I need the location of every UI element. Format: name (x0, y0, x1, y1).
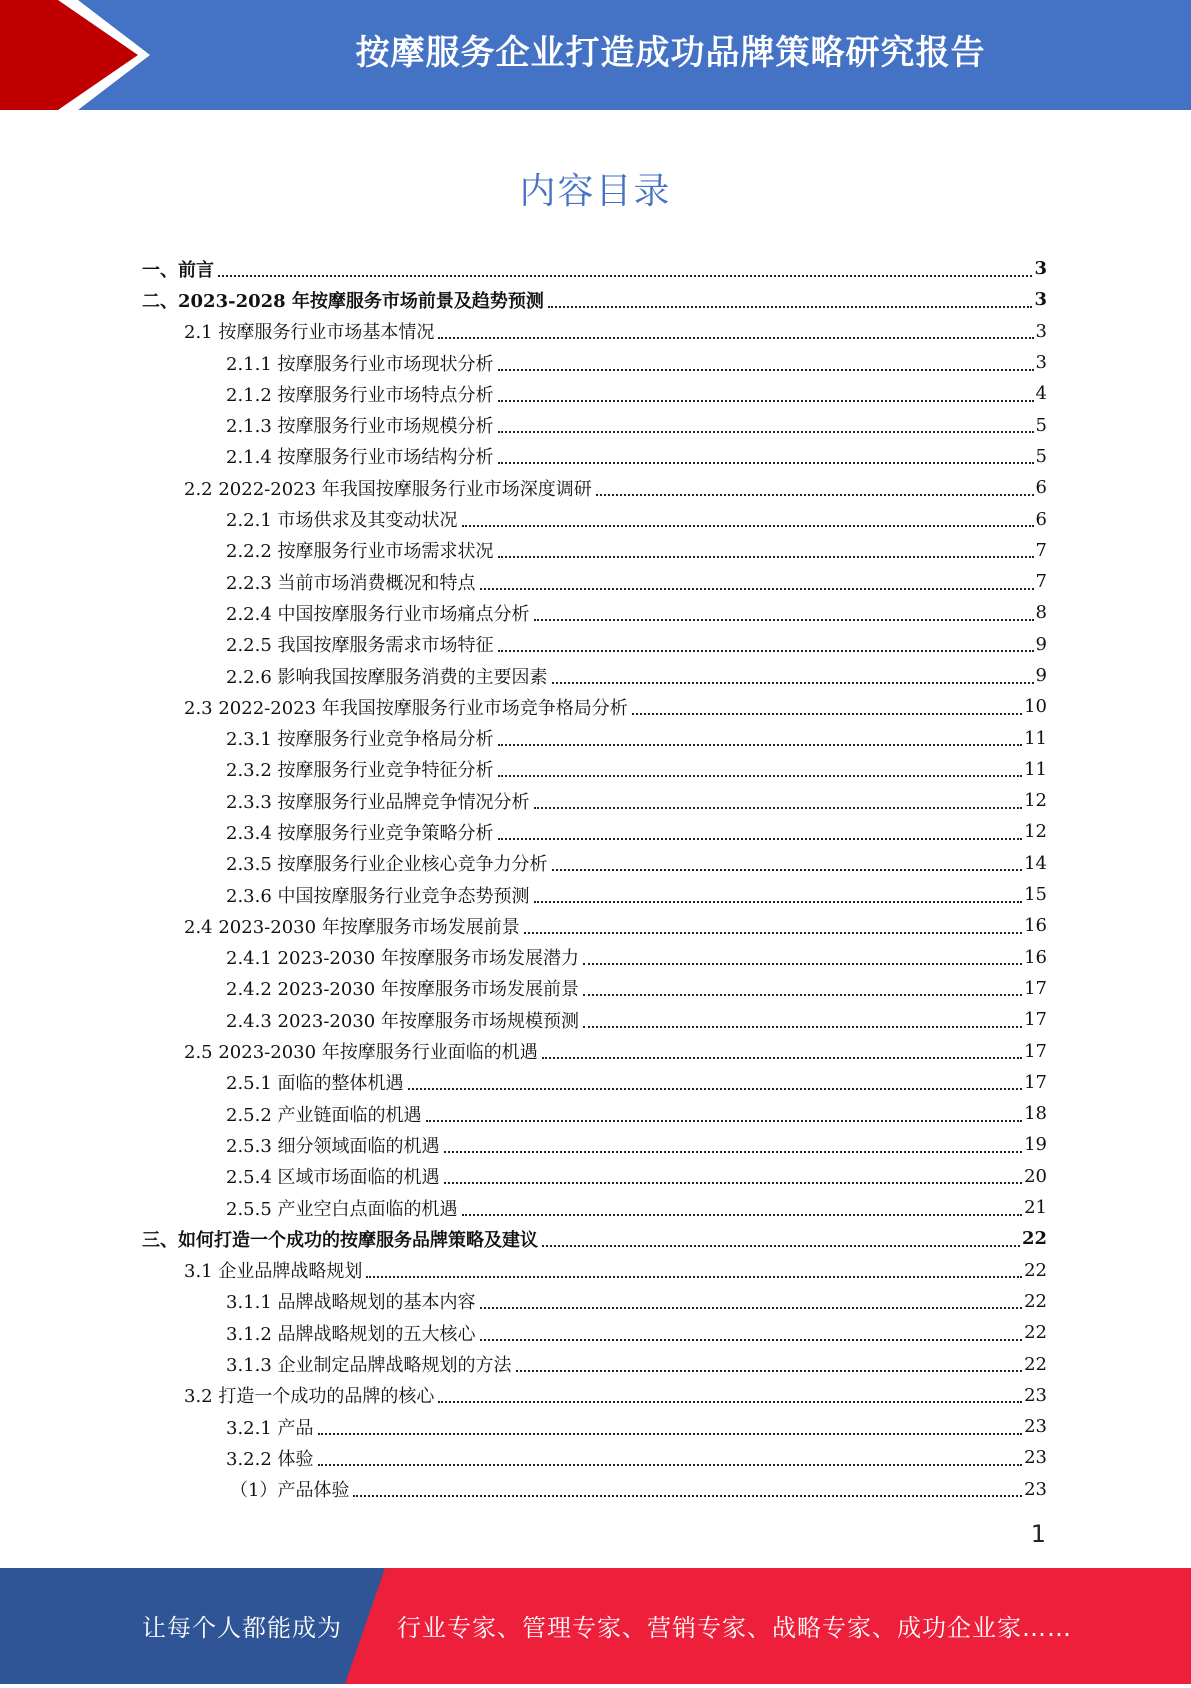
toc-entry-label: 2.3.6 中国按摩服务行业竞争态势预测 (226, 885, 530, 907)
toc-entry-label: 2.4 2023-2030 年按摩服务市场发展前景 (184, 916, 520, 938)
toc-entry[interactable] (0, 629, 1047, 660)
toc-entry[interactable] (0, 597, 1047, 628)
toc-entry[interactable] (0, 253, 1047, 284)
toc-entry-label: 2.3.1 按摩服务行业竞争格局分析 (226, 729, 494, 751)
toc-entry[interactable] (0, 1067, 1047, 1098)
toc-entry-label: 3.2 打造一个成功的品牌的核心 (184, 1386, 435, 1408)
toc-entry[interactable] (0, 942, 1047, 973)
toc-entry[interactable] (0, 1004, 1047, 1035)
toc-entry-label: 3.1.2 品牌战略规划的五大核心 (226, 1323, 476, 1345)
toc-dot-leader (318, 1433, 1023, 1435)
toc-entry-page: 23 (1024, 1447, 1047, 1469)
toc-entry[interactable] (0, 316, 1047, 347)
toc-entry[interactable] (0, 1474, 1047, 1505)
toc-entry-page: 12 (1024, 821, 1047, 843)
toc-dot-leader (498, 650, 1034, 652)
toc-entry-label: 2.5.3 细分领域面临的机遇 (226, 1135, 440, 1157)
toc-entry-label: 2.1.4 按摩服务行业市场结构分析 (226, 447, 494, 469)
toc-entry-label: 2.4.1 2023-2030 年按摩服务市场发展潜力 (226, 948, 579, 970)
toc-entry[interactable] (0, 347, 1047, 378)
toc-entry-label: 一、前言 (142, 259, 214, 281)
toc-dot-leader (318, 1464, 1023, 1466)
toc-entry-page: 7 (1035, 539, 1047, 561)
toc-dot-leader (498, 369, 1034, 371)
toc-entry[interactable] (0, 1442, 1047, 1473)
toc-entry-page: 6 (1035, 508, 1047, 530)
toc-entry[interactable] (0, 535, 1047, 566)
toc-entry[interactable] (0, 441, 1047, 472)
toc-dot-leader (498, 838, 1023, 840)
toc-dot-leader (438, 337, 1033, 339)
toc-dot-leader (596, 494, 1034, 496)
toc-dot-leader (444, 1182, 1023, 1184)
toc-entry[interactable] (0, 910, 1047, 941)
toc-entry-label: 2.3.2 按摩服务行业竞争特征分析 (226, 760, 494, 782)
toc-entry[interactable] (0, 1223, 1047, 1254)
toc-entry-label: 3.1.1 品牌战略规划的基本内容 (226, 1292, 476, 1314)
toc-dot-leader (444, 1151, 1023, 1153)
toc-entry[interactable] (0, 1380, 1047, 1411)
toc-dot-leader (426, 1120, 1023, 1122)
footer-slogan-right: 行业专家、管理专家、营销专家、战略专家、成功企业家…… (397, 1614, 1072, 1642)
toc-entry-page: 22 (1024, 1259, 1047, 1281)
toc-entry[interactable] (0, 1255, 1047, 1286)
toc-entry-page: 7 (1035, 571, 1047, 593)
toc-entry[interactable] (0, 284, 1047, 315)
toc-entry-label: 2.2.5 我国按摩服务需求市场特征 (226, 635, 494, 657)
toc-entry-page: 5 (1035, 445, 1047, 467)
toc-entry[interactable] (0, 754, 1047, 785)
toc-entry[interactable] (0, 691, 1047, 722)
toc-entry-page: 22 (1024, 1290, 1047, 1312)
toc-entry[interactable] (0, 378, 1047, 409)
toc-dot-leader (498, 462, 1034, 464)
header-banner (0, 0, 1191, 110)
toc-entry[interactable] (0, 1317, 1047, 1348)
toc-entry-page: 20 (1024, 1165, 1047, 1187)
toc-entry[interactable] (0, 1348, 1047, 1379)
toc-entry[interactable] (0, 1035, 1047, 1066)
toc-entry[interactable] (0, 722, 1047, 753)
toc-dot-leader (218, 275, 1032, 277)
toc-entry-page: 21 (1024, 1197, 1047, 1219)
toc-entry[interactable] (0, 879, 1047, 910)
toc-entry-page: 22 (1024, 1353, 1047, 1375)
toc-entry[interactable] (0, 660, 1047, 691)
toc-entry[interactable] (0, 1192, 1047, 1223)
toc-entry-page: 23 (1024, 1478, 1047, 1500)
footer-banner (0, 1568, 1191, 1684)
toc-dot-leader (632, 713, 1022, 715)
toc-entry-label: 2.1 按摩服务行业市场基本情况 (184, 322, 435, 344)
toc-dot-leader (353, 1495, 1022, 1497)
toc-entry-page: 17 (1024, 977, 1047, 999)
toc-entry-page: 14 (1024, 852, 1047, 874)
toc-dot-leader (498, 431, 1034, 433)
report-title: 按摩服务企业打造成功品牌策略研究报告 (355, 33, 986, 73)
page-number: 1 (1030, 1520, 1046, 1548)
toc-entry-page: 22 (1024, 1322, 1047, 1344)
toc-entry-page: 9 (1035, 633, 1047, 655)
toc-entry-label: 2.1.1 按摩服务行业市场现状分析 (226, 353, 494, 375)
toc-entry-label: 2.2.4 中国按摩服务行业市场痛点分析 (226, 603, 530, 625)
toc-entry-page: 18 (1024, 1103, 1047, 1125)
toc-dot-leader (552, 682, 1034, 684)
toc-dot-leader (480, 588, 1034, 590)
toc-entry-label: 2.3.4 按摩服务行业竞争策略分析 (226, 822, 494, 844)
toc-entry-label: 2.3 2022-2023 年我国按摩服务行业市场竞争格局分析 (184, 697, 628, 719)
toc-entry-label: 3.2.1 产品 (226, 1417, 314, 1439)
toc-entry-label: 2.2.1 市场供求及其变动状况 (226, 510, 458, 532)
toc-dot-leader (534, 807, 1023, 809)
toc-entry-label: 2.4.2 2023-2030 年按摩服务市场发展前景 (226, 979, 579, 1001)
toc-entry-label: 2.2.6 影响我国按摩服务消费的主要因素 (226, 666, 548, 688)
toc-entry-page: 23 (1024, 1384, 1047, 1406)
toc-entry-page: 16 (1024, 915, 1047, 937)
toc-entry-label: 二、2023-2028 年按摩服务市场前景及趋势预测 (142, 290, 544, 312)
toc-entry[interactable] (0, 1161, 1047, 1192)
toc-entry-label: 2.5.5 产业空白点面临的机遇 (226, 1198, 458, 1220)
toc-entry[interactable] (0, 973, 1047, 1004)
toc-entry-page: 19 (1024, 1134, 1047, 1156)
toc-dot-leader (583, 994, 1022, 996)
toc-dot-leader (524, 932, 1022, 934)
toc-entry-page: 23 (1024, 1416, 1047, 1438)
toc-entry-page: 3 (1034, 289, 1047, 311)
toc-entry-page: 16 (1024, 946, 1047, 968)
toc-dot-leader (548, 306, 1033, 308)
toc-heading: 内容目录 (519, 171, 672, 212)
toc-entry[interactable] (0, 1098, 1047, 1129)
toc-dot-leader (583, 1026, 1022, 1028)
toc-entry-label: 三、如何打造一个成功的按摩服务品牌策略及建议 (142, 1229, 538, 1251)
toc-entry-page: 10 (1024, 696, 1047, 718)
toc-entry-page: 8 (1035, 602, 1047, 624)
toc-entry-page: 3 (1035, 320, 1047, 342)
toc-dot-leader (542, 1057, 1022, 1059)
toc-entry[interactable] (0, 1411, 1047, 1442)
toc-entry-label: 2.5 2023-2030 年按摩服务行业面临的机遇 (184, 1042, 538, 1064)
toc-dot-leader (438, 1401, 1022, 1403)
toc-entry-page: 17 (1024, 1009, 1047, 1031)
toc-entry-page: 15 (1024, 884, 1047, 906)
toc-entry-page: 11 (1024, 758, 1047, 780)
toc-dot-leader (408, 1088, 1023, 1090)
toc-entry[interactable] (0, 409, 1047, 440)
toc-entry-label: 2.5.2 产业链面临的机遇 (226, 1104, 422, 1126)
toc-entry-page: 6 (1035, 477, 1047, 499)
toc-dot-leader (542, 1245, 1020, 1247)
toc-dot-leader (583, 963, 1022, 965)
toc-entry-page: 22 (1021, 1228, 1047, 1250)
toc-entry-label: 2.3.5 按摩服务行业企业核心竞争力分析 (226, 854, 548, 876)
toc-dot-leader (498, 775, 1023, 777)
header-arrow-decoration (0, 0, 160, 110)
toc-entry-label: 2.2.3 当前市场消费概况和特点 (226, 572, 476, 594)
toc-entry-label: （1）产品体验 (230, 1480, 350, 1502)
toc-dot-leader (534, 901, 1023, 903)
toc-dot-leader (552, 869, 1023, 871)
toc-entry[interactable] (0, 816, 1047, 847)
toc-entry-label: 3.1.3 企业制定品牌战略规划的方法 (226, 1355, 512, 1377)
toc-entry-page: 3 (1035, 352, 1047, 374)
toc-dot-leader (534, 619, 1034, 621)
toc-dot-leader (480, 1339, 1023, 1341)
toc-entry-page: 12 (1024, 790, 1047, 812)
toc-entry-label: 2.4.3 2023-2030 年按摩服务市场规模预测 (226, 1010, 579, 1032)
toc-entry[interactable] (0, 566, 1047, 597)
toc-entry-page: 17 (1024, 1071, 1047, 1093)
toc-entry-label: 2.2 2022-2023 年我国按摩服务行业市场深度调研 (184, 478, 592, 500)
toc-entry-page: 17 (1024, 1040, 1047, 1062)
toc-entry-page: 11 (1024, 727, 1047, 749)
toc-entry-page: 3 (1034, 258, 1047, 280)
toc-entry-label: 3.2.2 体验 (226, 1448, 314, 1470)
toc-dot-leader (462, 525, 1034, 527)
footer-slogan-left: 让每个人都能成为 (142, 1614, 342, 1642)
toc-entry-page: 9 (1035, 665, 1047, 686)
toc-entry[interactable] (0, 472, 1047, 503)
toc-entry-label: 2.1.2 按摩服务行业市场特点分析 (226, 384, 494, 406)
toc-entry-label: 2.2.2 按摩服务行业市场需求状况 (226, 541, 494, 563)
toc-dot-leader (462, 1214, 1023, 1216)
table-of-contents (0, 253, 1191, 1505)
toc-entry-label: 3.1 企业品牌战略规划 (184, 1261, 363, 1283)
toc-entry[interactable] (0, 503, 1047, 534)
toc-dot-leader (366, 1276, 1022, 1278)
toc-dot-leader (498, 744, 1023, 746)
toc-dot-leader (480, 1307, 1023, 1309)
toc-dot-leader (498, 556, 1034, 558)
toc-entry[interactable] (0, 785, 1047, 816)
toc-dot-leader (498, 400, 1034, 402)
toc-entry[interactable] (0, 1286, 1047, 1317)
toc-entry-label: 2.1.3 按摩服务行业市场规模分析 (226, 416, 494, 438)
toc-entry-label: 2.5.4 区域市场面临的机遇 (226, 1167, 440, 1189)
toc-dot-leader (516, 1370, 1023, 1372)
toc-entry-label: 2.5.1 面临的整体机遇 (226, 1073, 404, 1095)
toc-entry-page: 5 (1035, 414, 1047, 436)
toc-entry[interactable] (0, 848, 1047, 879)
toc-entry[interactable] (0, 1129, 1047, 1160)
toc-entry-label: 2.3.3 按摩服务行业品牌竞争情况分析 (226, 791, 530, 813)
toc-entry-page: 4 (1035, 383, 1047, 405)
